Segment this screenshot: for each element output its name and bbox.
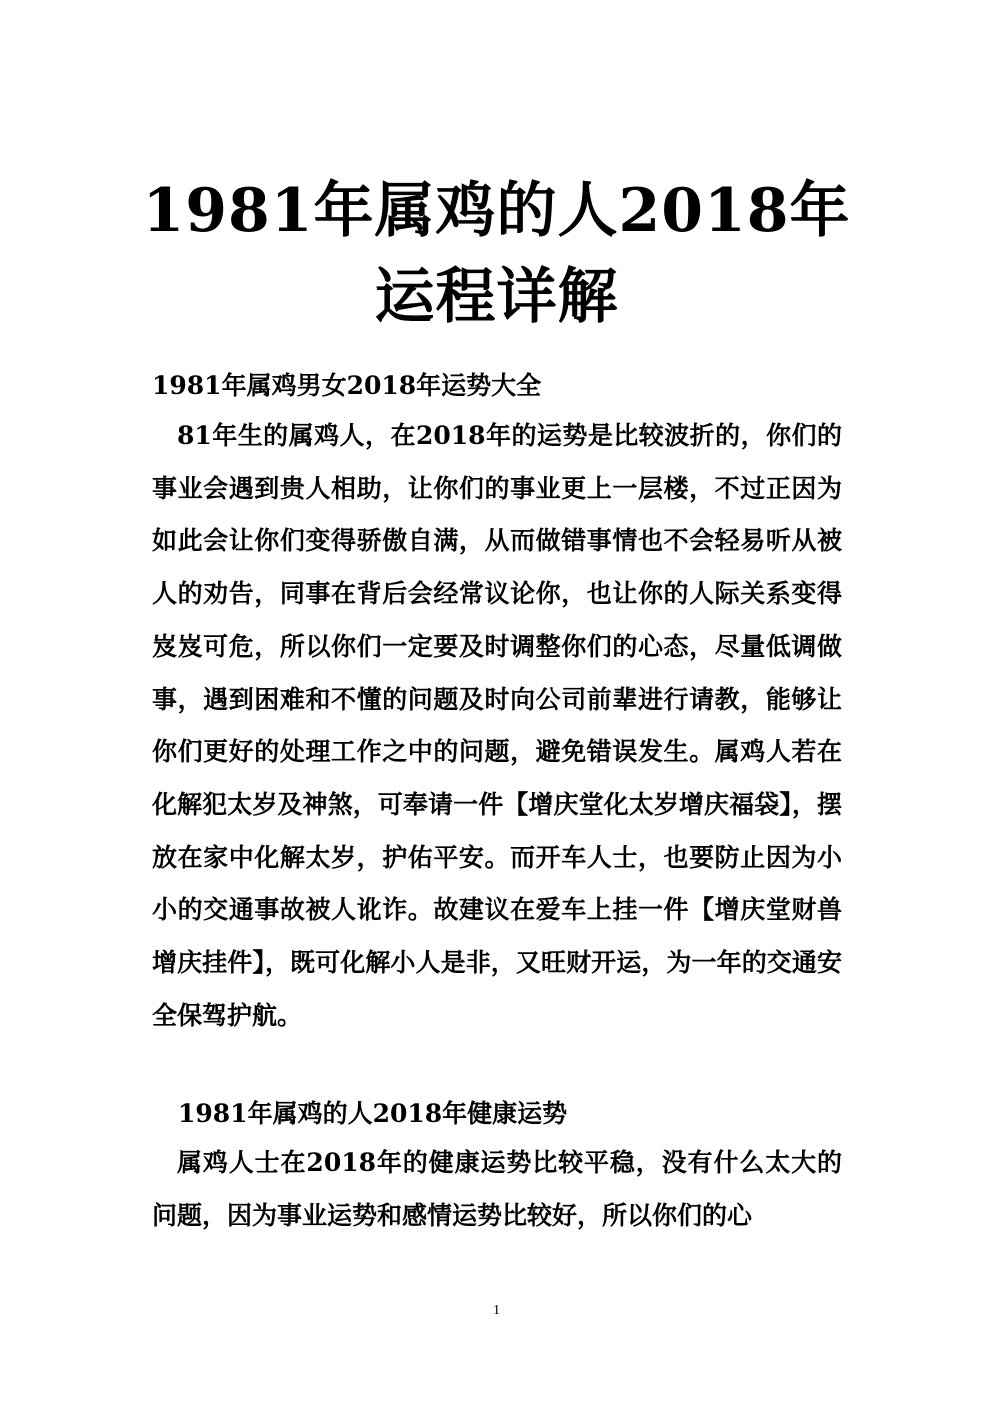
page-number: 1 bbox=[493, 1303, 500, 1318]
paragraph-health: 属鸡人士在2018年的健康运势比较平稳，没有什么太大的问题，因为事业运势和感情运势比较好，所以你们的心 bbox=[152, 1148, 842, 1230]
title-line-1: 1981年属鸡的人2018年 bbox=[142, 176, 851, 246]
title-line-2: 运程详解 bbox=[374, 262, 619, 332]
paragraph-fortune: 81年生的属鸡人，在2018年的运势是比较波折的，你们的事业会遇到贵人相助，让你们的事业更上一层楼，不过正因为如此会让你们变得骄傲自满，从而做错事情也不会轻易听从被人的劝告，同事在背后会经常议论你，也让你的人际关系变得岌岌可危，所以你们一定要及时调整你们的心态，尽量低调做事，遇到困难和不懂的问题及时向公司前辈进行请教，能够让你们更好的处理工作之中的问题，避免错误发生。属鸡人若在化解犯太岁及神煞，可奉请一件【增庆堂化太岁增庆福袋】，摆放在家中化解太岁，护佑平安。而开车人士，也要防止因为小小的交通事故被人讹诈。故建议在爱车上挂一件【增庆堂财兽增庆挂件】，既可化解小人是非，又旺财开运，为一年的交通安全保驾护航。 bbox=[152, 421, 842, 1030]
page-title bbox=[120, 168, 873, 340]
section-heading-health: 1981年属鸡的人2018年健康运势 bbox=[178, 1099, 568, 1128]
section-heading-fortune: 1981年属鸡男女2018年运势大全 bbox=[152, 371, 542, 400]
